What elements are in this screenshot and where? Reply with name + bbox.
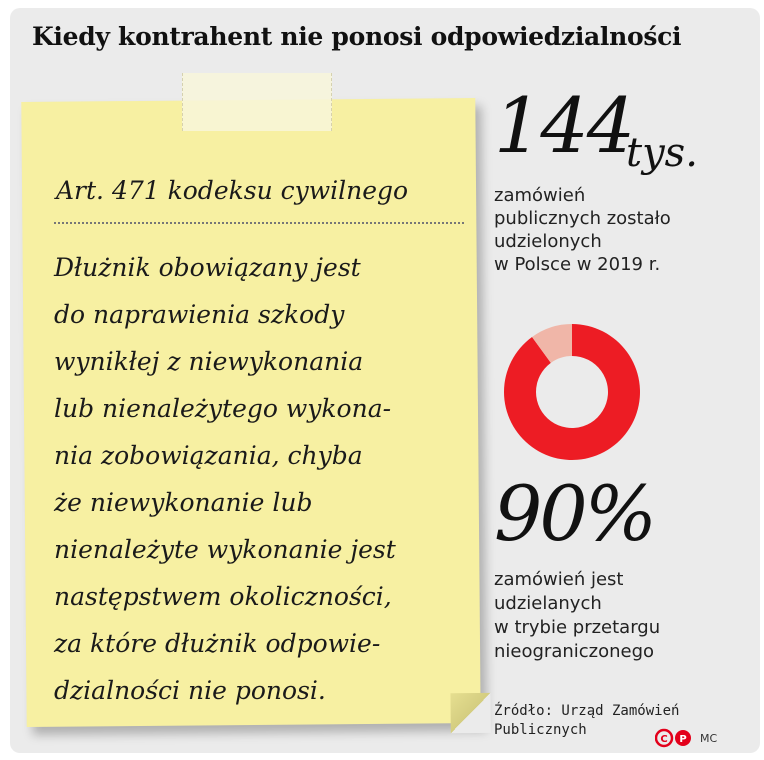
stat-desc-line: nieograniczonego <box>494 641 655 662</box>
cp-logo-icon <box>655 728 695 748</box>
author-credit: MC <box>700 732 718 745</box>
article-line: nia zobowiązania, chyba <box>54 441 363 470</box>
article-heading: Art. 471 kodeksu cywilnego <box>56 176 409 205</box>
donut-chart <box>502 322 642 462</box>
article-text <box>54 244 474 714</box>
source-line: Źródło: Urząd Zamówień <box>494 703 680 719</box>
stat-number-orders: 144 <box>494 81 634 170</box>
source-note <box>494 702 679 740</box>
stat-desc-line: w Polsce w 2019 r. <box>494 254 661 275</box>
stat-desc-line: w trybie przetargu <box>494 617 661 638</box>
stat-description-percent <box>494 568 660 664</box>
infographic <box>10 8 760 753</box>
stat-description-orders <box>494 184 671 276</box>
logo-letter-c: C <box>660 734 668 745</box>
source-line: Publicznych <box>494 722 587 738</box>
article-line: że niewykonanie lub <box>54 488 313 517</box>
article-line: lub nienależytego wykona- <box>54 394 392 423</box>
article-line: wynikłej z niewykonania <box>54 347 364 376</box>
stat-desc-line: zamówień <box>494 185 586 206</box>
stat-desc-line: publicznych zostało <box>494 208 671 229</box>
tape-strip <box>182 73 332 131</box>
stat-number-percent: 90% <box>494 469 654 558</box>
stat-unit: tys. <box>626 130 698 176</box>
article-line: za które dłużnik odpowie- <box>54 629 381 658</box>
stat-desc-line: zamówień jest <box>494 569 624 590</box>
logo-letter-p: P <box>679 734 687 745</box>
article-line: dzialności nie ponosi. <box>54 676 326 705</box>
article-line: Dłużnik obowiązany jest <box>54 253 361 282</box>
page-title: Kiedy kontrahent nie ponosi odpowiedzialności <box>32 22 682 51</box>
article-line: nienależyte wykonanie jest <box>54 535 396 564</box>
article-line: następstwem okoliczności, <box>54 582 392 611</box>
dotted-divider <box>54 222 464 224</box>
stat-desc-line: udzielonych <box>494 231 602 252</box>
article-line: do naprawienia szkody <box>54 300 345 329</box>
stat-desc-line: udzielanych <box>494 593 602 614</box>
